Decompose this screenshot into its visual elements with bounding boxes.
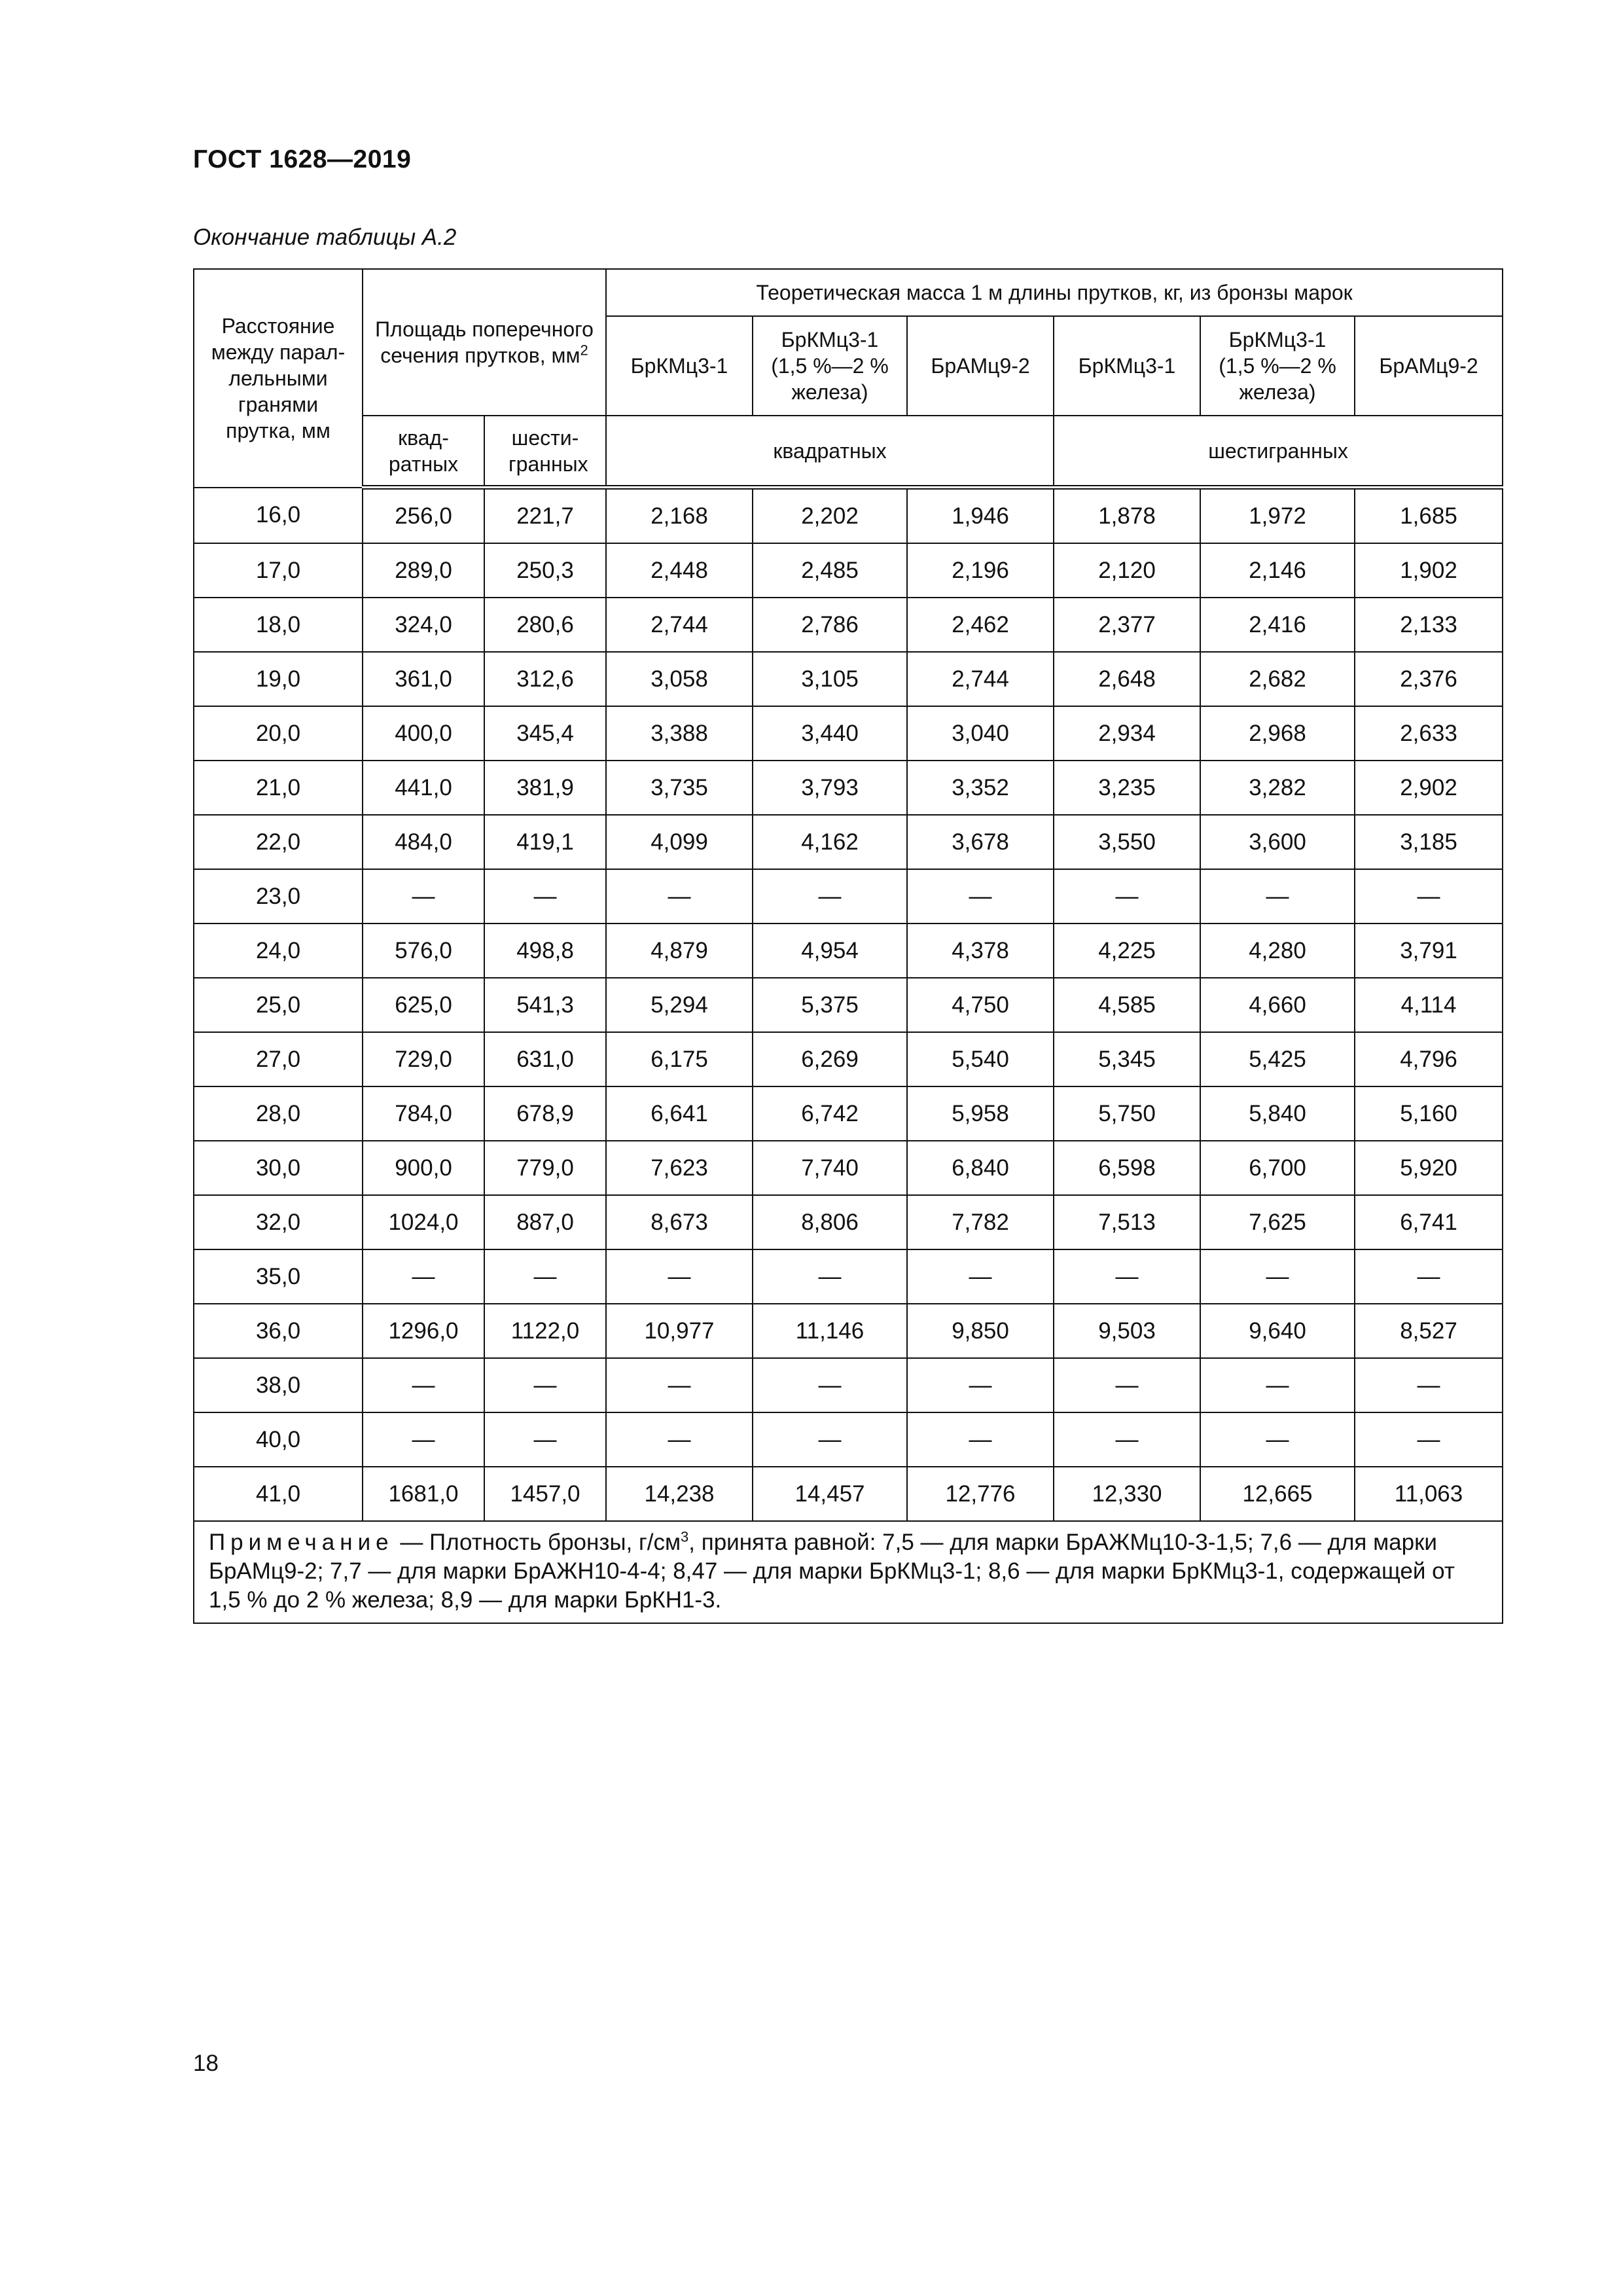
value-cell: 312,6 xyxy=(484,652,606,706)
value-cell: — xyxy=(907,869,1054,924)
value-cell: — xyxy=(1355,869,1503,924)
header-area-text: Площадь поперечного сечения прутков, мм xyxy=(375,317,594,367)
value-cell: 900,0 xyxy=(363,1141,484,1195)
value-cell: 6,840 xyxy=(907,1141,1054,1195)
value-cell: 8,806 xyxy=(753,1195,907,1249)
value-cell: 7,623 xyxy=(606,1141,753,1195)
table-row xyxy=(194,1086,1503,1141)
value-cell: 9,640 xyxy=(1200,1304,1355,1358)
value-cell: 221,7 xyxy=(484,488,606,544)
value-cell: 6,641 xyxy=(606,1086,753,1141)
value-cell: 400,0 xyxy=(363,706,484,761)
value-cell: 2,934 xyxy=(1054,706,1200,761)
table-row xyxy=(194,978,1503,1032)
value-cell: 2,786 xyxy=(753,598,907,652)
distance-cell: 27,0 xyxy=(194,1032,363,1086)
value-cell: — xyxy=(606,1358,753,1412)
distance-cell: 21,0 xyxy=(194,761,363,815)
distance-cell: 40,0 xyxy=(194,1412,363,1467)
value-cell: — xyxy=(363,1358,484,1412)
header-grade-5: БрКМц3-1 (1,5 %—2 % железа) xyxy=(1200,316,1355,416)
value-cell: 3,440 xyxy=(753,706,907,761)
value-cell: 10,977 xyxy=(606,1304,753,1358)
distance-cell: 18,0 xyxy=(194,598,363,652)
value-cell: 2,146 xyxy=(1200,543,1355,598)
value-cell: 1,902 xyxy=(1355,543,1503,598)
value-cell: 381,9 xyxy=(484,761,606,815)
value-cell: 3,735 xyxy=(606,761,753,815)
value-cell: 1681,0 xyxy=(363,1467,484,1521)
value-cell: 5,958 xyxy=(907,1086,1054,1141)
note-text-a: — Плотность бронзы, г/см xyxy=(393,1530,681,1555)
value-cell: 12,330 xyxy=(1054,1467,1200,1521)
value-cell: 3,185 xyxy=(1355,815,1503,869)
value-cell: 4,114 xyxy=(1355,978,1503,1032)
value-cell: 5,345 xyxy=(1054,1032,1200,1086)
value-cell: 3,793 xyxy=(753,761,907,815)
value-cell: 4,750 xyxy=(907,978,1054,1032)
value-cell: 1296,0 xyxy=(363,1304,484,1358)
note-label: Примечание xyxy=(209,1530,394,1555)
value-cell: 3,388 xyxy=(606,706,753,761)
value-cell: 779,0 xyxy=(484,1141,606,1195)
value-cell: 2,377 xyxy=(1054,598,1200,652)
value-cell: 4,660 xyxy=(1200,978,1355,1032)
value-cell: — xyxy=(606,869,753,924)
header-grade-1: БрКМц3-1 xyxy=(606,316,753,416)
mass-table xyxy=(193,268,1503,1624)
value-cell: 7,740 xyxy=(753,1141,907,1195)
note-sup: 3 xyxy=(681,1528,689,1545)
table-row xyxy=(194,1195,1503,1249)
value-cell: 12,776 xyxy=(907,1467,1054,1521)
value-cell: — xyxy=(1200,1249,1355,1304)
value-cell: 5,750 xyxy=(1054,1086,1200,1141)
distance-cell: 35,0 xyxy=(194,1249,363,1304)
value-cell: 2,902 xyxy=(1355,761,1503,815)
value-cell: 11,146 xyxy=(753,1304,907,1358)
header-sub-square: квад-ратных xyxy=(363,416,484,488)
value-cell: 784,0 xyxy=(363,1086,484,1141)
value-cell: 631,0 xyxy=(484,1032,606,1086)
distance-cell: 38,0 xyxy=(194,1358,363,1412)
value-cell: 441,0 xyxy=(363,761,484,815)
value-cell: 2,485 xyxy=(753,543,907,598)
table-row xyxy=(194,706,1503,761)
value-cell: 5,540 xyxy=(907,1032,1054,1086)
value-cell: 1457,0 xyxy=(484,1467,606,1521)
value-cell: 2,120 xyxy=(1054,543,1200,598)
table-row xyxy=(194,1358,1503,1412)
value-cell: 2,202 xyxy=(753,488,907,544)
value-cell: 2,416 xyxy=(1200,598,1355,652)
value-cell: 250,3 xyxy=(484,543,606,598)
value-cell: — xyxy=(484,869,606,924)
value-cell: 729,0 xyxy=(363,1032,484,1086)
value-cell: — xyxy=(606,1249,753,1304)
table-row xyxy=(194,1304,1503,1358)
value-cell: 280,6 xyxy=(484,598,606,652)
value-cell: 14,457 xyxy=(753,1467,907,1521)
value-cell: — xyxy=(363,1249,484,1304)
value-cell: 4,378 xyxy=(907,924,1054,978)
distance-cell: 20,0 xyxy=(194,706,363,761)
value-cell: 5,375 xyxy=(753,978,907,1032)
table-row xyxy=(194,488,1503,544)
value-cell: — xyxy=(606,1412,753,1467)
value-cell: 1,878 xyxy=(1054,488,1200,544)
note-text-b: , принята равной: 7,5 — для марки БрАЖМц10-3-1,5; 7,6 — для марки БрАМц9-2; 7,7 — для марки БрАЖН10-4-4; 8,47 — для марки БрКМц3-1; 8,6 — для марки БрКМц3-1, содержащей от 1,5 % до 2 % железа; 8,9 — для марки БрКН1-3. xyxy=(209,1530,1455,1613)
value-cell: — xyxy=(753,1249,907,1304)
header-area xyxy=(363,269,606,416)
value-cell: 14,238 xyxy=(606,1467,753,1521)
value-cell: 541,3 xyxy=(484,978,606,1032)
value-cell: 4,585 xyxy=(1054,978,1200,1032)
value-cell: 4,796 xyxy=(1355,1032,1503,1086)
table-row xyxy=(194,924,1503,978)
value-cell: 4,225 xyxy=(1054,924,1200,978)
value-cell: — xyxy=(1054,1249,1200,1304)
distance-cell: 23,0 xyxy=(194,869,363,924)
value-cell: 3,550 xyxy=(1054,815,1200,869)
value-cell: 2,168 xyxy=(606,488,753,544)
table-row xyxy=(194,1467,1503,1521)
value-cell: — xyxy=(1200,1358,1355,1412)
value-cell: — xyxy=(484,1412,606,1467)
value-cell: 1122,0 xyxy=(484,1304,606,1358)
value-cell: — xyxy=(1200,869,1355,924)
distance-cell: 24,0 xyxy=(194,924,363,978)
value-cell: 2,196 xyxy=(907,543,1054,598)
value-cell: 3,678 xyxy=(907,815,1054,869)
value-cell: 6,598 xyxy=(1054,1141,1200,1195)
table-caption: Окончание таблицы А.2 xyxy=(193,224,457,250)
table-row xyxy=(194,652,1503,706)
value-cell: 6,742 xyxy=(753,1086,907,1141)
value-cell: 6,175 xyxy=(606,1032,753,1086)
value-cell: 9,850 xyxy=(907,1304,1054,1358)
value-cell: 4,954 xyxy=(753,924,907,978)
document-title: ГОСТ 1628—2019 xyxy=(193,145,412,173)
value-cell: 625,0 xyxy=(363,978,484,1032)
value-cell: 2,133 xyxy=(1355,598,1503,652)
value-cell: — xyxy=(484,1249,606,1304)
distance-cell: 19,0 xyxy=(194,652,363,706)
value-cell: — xyxy=(907,1358,1054,1412)
value-cell: 7,513 xyxy=(1054,1195,1200,1249)
header-sub-hex: шести-гранных xyxy=(484,416,606,488)
value-cell: 3,791 xyxy=(1355,924,1503,978)
value-cell: — xyxy=(1200,1412,1355,1467)
value-cell: 4,280 xyxy=(1200,924,1355,978)
value-cell: 3,600 xyxy=(1200,815,1355,869)
table-row xyxy=(194,761,1503,815)
value-cell: 3,235 xyxy=(1054,761,1200,815)
value-cell: 8,527 xyxy=(1355,1304,1503,1358)
table-row xyxy=(194,598,1503,652)
value-cell: — xyxy=(907,1412,1054,1467)
value-cell: 289,0 xyxy=(363,543,484,598)
value-cell: 345,4 xyxy=(484,706,606,761)
value-cell: 4,879 xyxy=(606,924,753,978)
value-cell: 2,462 xyxy=(907,598,1054,652)
value-cell: 324,0 xyxy=(363,598,484,652)
value-cell: 9,503 xyxy=(1054,1304,1200,1358)
header-distance: Расстояние между парал-лельными гранями прутка, мм xyxy=(194,269,363,488)
value-cell: 2,744 xyxy=(907,652,1054,706)
value-cell: 4,162 xyxy=(753,815,907,869)
value-cell: 5,294 xyxy=(606,978,753,1032)
value-cell: — xyxy=(1355,1412,1503,1467)
distance-cell: 41,0 xyxy=(194,1467,363,1521)
value-cell: — xyxy=(1355,1249,1503,1304)
value-cell: 2,633 xyxy=(1355,706,1503,761)
distance-cell: 17,0 xyxy=(194,543,363,598)
value-cell: — xyxy=(484,1358,606,1412)
value-cell: 6,741 xyxy=(1355,1195,1503,1249)
table-row xyxy=(194,1141,1503,1195)
value-cell: 5,160 xyxy=(1355,1086,1503,1141)
value-cell: 5,425 xyxy=(1200,1032,1355,1086)
value-cell: 4,099 xyxy=(606,815,753,869)
value-cell: — xyxy=(1054,869,1200,924)
value-cell: 7,782 xyxy=(907,1195,1054,1249)
value-cell: 12,665 xyxy=(1200,1467,1355,1521)
value-cell: — xyxy=(1054,1358,1200,1412)
value-cell: 256,0 xyxy=(363,488,484,544)
header-area-sup: 2 xyxy=(580,342,588,359)
table-row xyxy=(194,1249,1503,1304)
page-number: 18 xyxy=(193,2051,219,2076)
value-cell: 484,0 xyxy=(363,815,484,869)
value-cell: 2,968 xyxy=(1200,706,1355,761)
value-cell: 8,673 xyxy=(606,1195,753,1249)
value-cell: 1,972 xyxy=(1200,488,1355,544)
value-cell: 5,920 xyxy=(1355,1141,1503,1195)
table-body xyxy=(194,488,1503,1522)
distance-cell: 28,0 xyxy=(194,1086,363,1141)
table-row xyxy=(194,815,1503,869)
value-cell: 498,8 xyxy=(484,924,606,978)
header-group-square: квадратных xyxy=(606,416,1054,488)
value-cell: 2,376 xyxy=(1355,652,1503,706)
distance-cell: 32,0 xyxy=(194,1195,363,1249)
value-cell: 2,744 xyxy=(606,598,753,652)
value-cell: 3,058 xyxy=(606,652,753,706)
value-cell: 11,063 xyxy=(1355,1467,1503,1521)
value-cell: 3,040 xyxy=(907,706,1054,761)
value-cell: 1024,0 xyxy=(363,1195,484,1249)
table-row xyxy=(194,869,1503,924)
value-cell: 1,685 xyxy=(1355,488,1503,544)
header-grade-2: БрКМц3-1 (1,5 %—2 % железа) xyxy=(753,316,907,416)
value-cell: 419,1 xyxy=(484,815,606,869)
value-cell: 2,648 xyxy=(1054,652,1200,706)
distance-cell: 16,0 xyxy=(194,488,363,544)
value-cell: 6,700 xyxy=(1200,1141,1355,1195)
header-grade-3: БрАМц9-2 xyxy=(907,316,1054,416)
value-cell: 2,448 xyxy=(606,543,753,598)
value-cell: 576,0 xyxy=(363,924,484,978)
value-cell: — xyxy=(907,1249,1054,1304)
table-row xyxy=(194,1032,1503,1086)
value-cell: 3,282 xyxy=(1200,761,1355,815)
value-cell: 5,840 xyxy=(1200,1086,1355,1141)
value-cell: — xyxy=(1355,1358,1503,1412)
value-cell: 7,625 xyxy=(1200,1195,1355,1249)
value-cell: — xyxy=(753,1412,907,1467)
value-cell: 361,0 xyxy=(363,652,484,706)
header-group-hex: шестигранных xyxy=(1054,416,1503,488)
value-cell: 6,269 xyxy=(753,1032,907,1086)
value-cell: — xyxy=(363,1412,484,1467)
value-cell: 1,946 xyxy=(907,488,1054,544)
distance-cell: 30,0 xyxy=(194,1141,363,1195)
value-cell: — xyxy=(753,869,907,924)
table-row xyxy=(194,543,1503,598)
table-row xyxy=(194,1412,1503,1467)
distance-cell: 36,0 xyxy=(194,1304,363,1358)
value-cell: — xyxy=(753,1358,907,1412)
value-cell: 887,0 xyxy=(484,1195,606,1249)
header-grade-6: БрАМц9-2 xyxy=(1355,316,1503,416)
distance-cell: 25,0 xyxy=(194,978,363,1032)
value-cell: 3,105 xyxy=(753,652,907,706)
value-cell: — xyxy=(1054,1412,1200,1467)
value-cell: — xyxy=(363,869,484,924)
value-cell: 2,682 xyxy=(1200,652,1355,706)
header-mass: Теоретическая масса 1 м длины прутков, кг, из бронзы марок xyxy=(606,269,1503,316)
value-cell: 678,9 xyxy=(484,1086,606,1141)
table-note xyxy=(194,1521,1503,1623)
header-grade-4: БрКМц3-1 xyxy=(1054,316,1200,416)
distance-cell: 22,0 xyxy=(194,815,363,869)
value-cell: 3,352 xyxy=(907,761,1054,815)
